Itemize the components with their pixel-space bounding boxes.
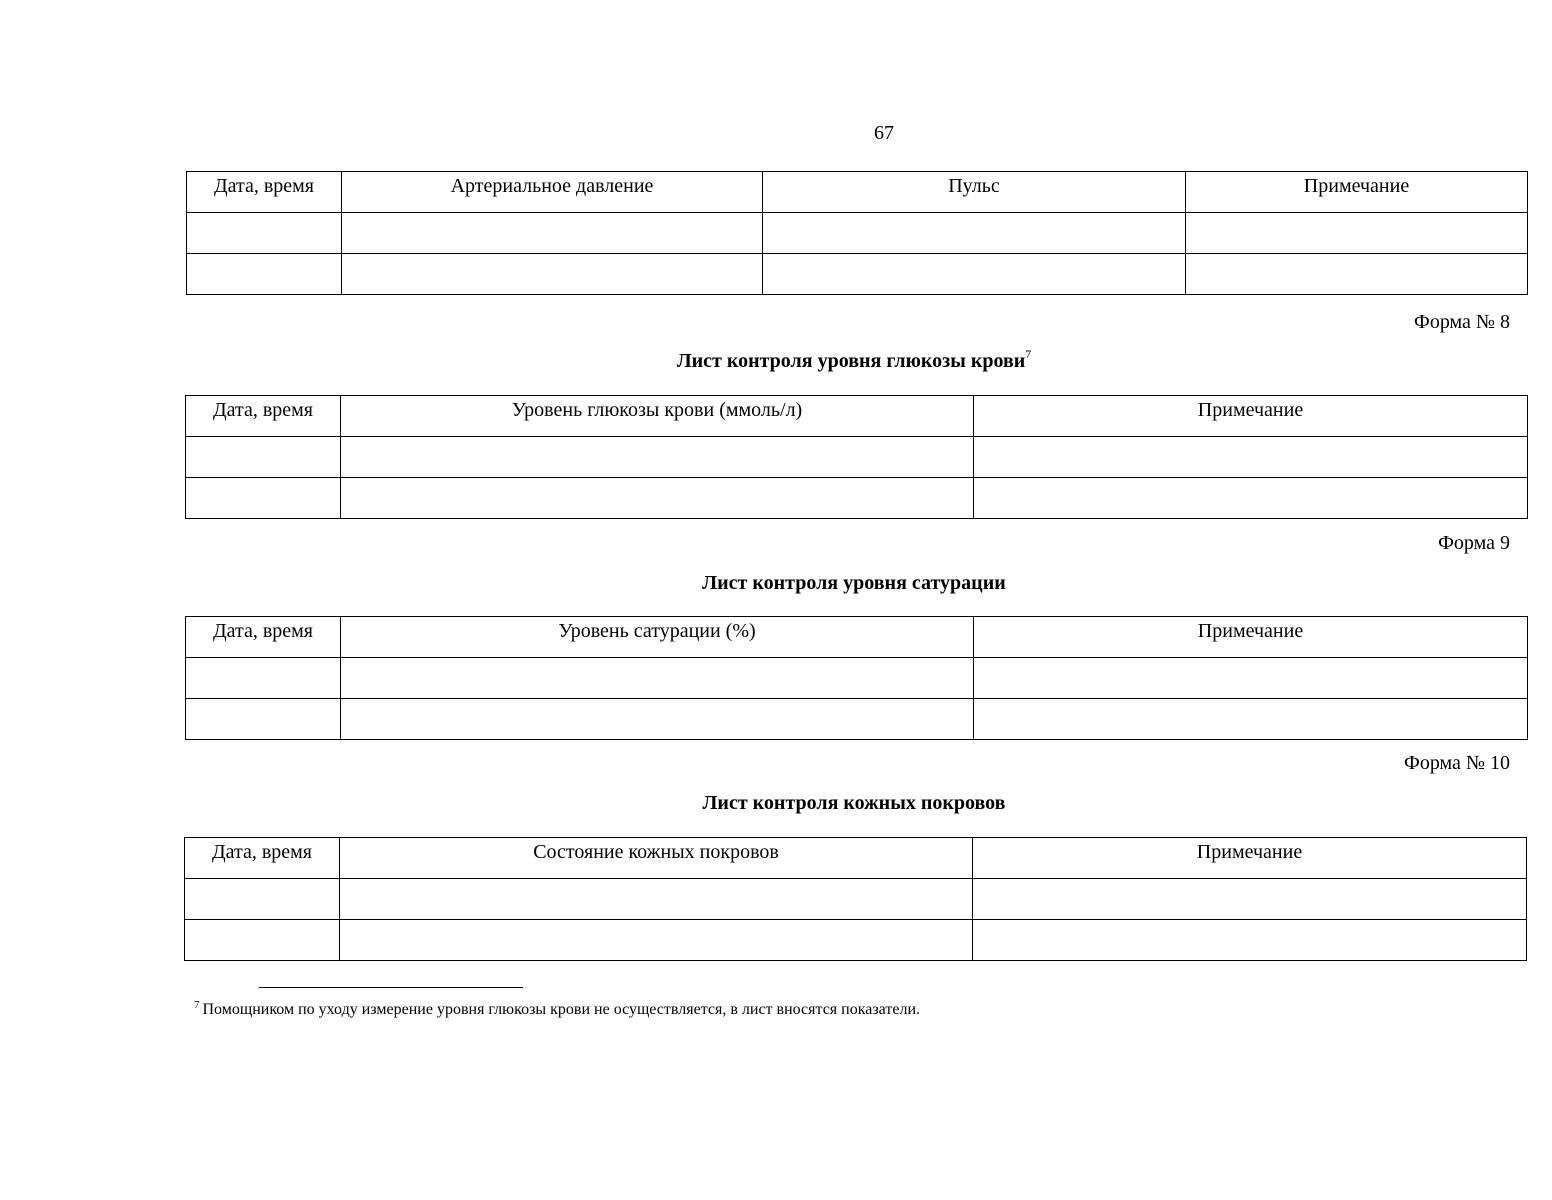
glucose-table — [185, 395, 1528, 519]
glucose-title-text: Лист контроля уровня глюкозы крови — [676, 350, 1026, 372]
footnote-text: Помощником по уходу измерение уровня глюкозы крови не осуществляется, в лист вносятся показатели. — [202, 1001, 920, 1018]
saturation-table — [185, 616, 1528, 740]
table-cell[interactable] — [341, 658, 974, 699]
column-header-blood-pressure: Артериальное давление — [342, 172, 763, 213]
table-header-row — [186, 396, 1528, 437]
table-row — [186, 478, 1528, 519]
table-row — [185, 879, 1527, 920]
page-number: 67 — [874, 122, 894, 144]
table-cell[interactable] — [342, 213, 763, 254]
table-row — [187, 213, 1528, 254]
footnote-separator — [259, 987, 523, 988]
table-row — [186, 699, 1528, 740]
table-cell[interactable] — [186, 658, 341, 699]
column-header-skin-condition: Состояние кожных покровов — [340, 838, 973, 879]
form-10-label: Форма № 10 — [1404, 752, 1510, 774]
column-header-note: Примечание — [974, 396, 1528, 437]
column-header-saturation-level: Уровень сатурации (%) — [341, 617, 974, 658]
footnote-reference: 7 — [1025, 347, 1032, 361]
column-header-date-time: Дата, время — [187, 172, 342, 213]
column-header-pulse: Пульс — [763, 172, 1186, 213]
footnote — [194, 1001, 920, 1019]
table-header-row — [186, 617, 1528, 658]
table-row — [185, 920, 1527, 961]
table-cell[interactable] — [185, 920, 340, 961]
table-header-row — [187, 172, 1528, 213]
table-cell[interactable] — [341, 699, 974, 740]
table-cell[interactable] — [973, 920, 1527, 961]
table-cell[interactable] — [186, 699, 341, 740]
table-cell[interactable] — [185, 879, 340, 920]
skin-table — [184, 837, 1527, 961]
column-header-note: Примечание — [973, 838, 1527, 879]
table-cell[interactable] — [974, 437, 1528, 478]
table-cell[interactable] — [340, 920, 973, 961]
table-row — [186, 437, 1528, 478]
table-cell[interactable] — [973, 879, 1527, 920]
table-cell[interactable] — [342, 254, 763, 295]
table-cell[interactable] — [1186, 254, 1528, 295]
column-header-glucose-level: Уровень глюкозы крови (ммоль/л) — [341, 396, 974, 437]
column-header-note: Примечание — [1186, 172, 1528, 213]
column-header-date-time: Дата, время — [186, 617, 341, 658]
form-9-label: Форма 9 — [1438, 532, 1510, 554]
table-cell[interactable] — [340, 879, 973, 920]
form-8-label: Форма № 8 — [1414, 311, 1510, 333]
footnote-marker: 7 — [194, 999, 200, 1011]
table-cell[interactable] — [187, 213, 342, 254]
table-cell[interactable] — [763, 254, 1186, 295]
table-cell[interactable] — [974, 699, 1528, 740]
skin-sheet-title — [0, 792, 1552, 815]
table-cell[interactable] — [974, 658, 1528, 699]
table-cell[interactable] — [186, 437, 341, 478]
saturation-sheet-title — [0, 572, 1552, 595]
table-cell[interactable] — [186, 478, 341, 519]
table-cell[interactable] — [187, 254, 342, 295]
column-header-date-time: Дата, время — [186, 396, 341, 437]
table-cell[interactable] — [763, 213, 1186, 254]
table-cell[interactable] — [341, 478, 974, 519]
table-cell[interactable] — [974, 478, 1528, 519]
column-header-date-time: Дата, время — [185, 838, 340, 879]
pressure-pulse-table — [186, 171, 1528, 295]
table-cell[interactable] — [341, 437, 974, 478]
skin-title-text: Лист контроля кожных покровов — [702, 792, 1006, 814]
column-header-note: Примечание — [974, 617, 1528, 658]
saturation-title-text: Лист контроля уровня сатурации — [702, 572, 1006, 594]
table-row — [186, 658, 1528, 699]
table-row — [187, 254, 1528, 295]
glucose-sheet-title — [0, 347, 1552, 373]
table-cell[interactable] — [1186, 213, 1528, 254]
table-header-row — [185, 838, 1527, 879]
